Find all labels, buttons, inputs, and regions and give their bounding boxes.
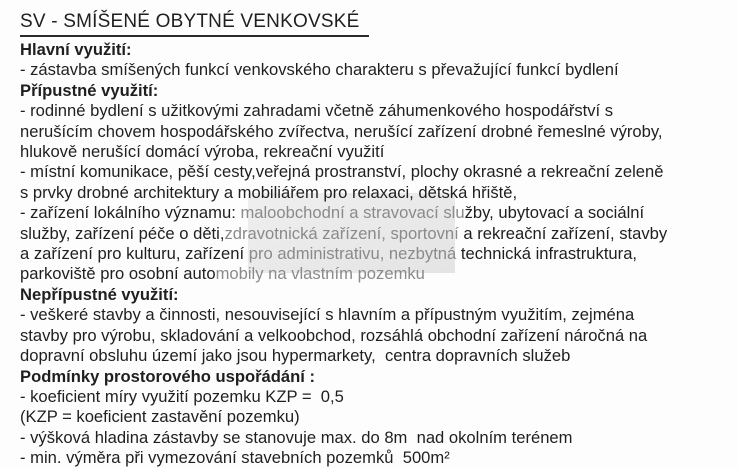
- text-segment: s prvky drobné architektury a mobiliářem pro relaxaci, dětská hřiště,: [20, 182, 518, 202]
- text-segment: a rekreační zařízení, stavby: [463, 223, 668, 243]
- text-segment-dimmed: mobily na vlastním pozemku: [215, 264, 425, 284]
- text-segment: - zástavba smíšených funkcí venkovského charakteru s převažující funkcí bydlení: [20, 60, 619, 80]
- text-line: [20, 285, 734, 305]
- text-segment: žby, ubytovací a sociální: [464, 203, 645, 223]
- text-segment: a zařízení pro kulturu, zařízení: [20, 244, 249, 264]
- text-segment: - rodinné bydlení s užitkovými zahradami včetně záhumenkového hospodářství s: [20, 101, 614, 121]
- text-line: [20, 264, 734, 284]
- text-line: [20, 326, 734, 346]
- document-title: SV - SMÍŠENÉ OBYTNÉ VENKOVSKÉ: [20, 10, 369, 37]
- text-segment: nerušícím chovem hospodářského zvířectva, nerušící zařízení drobné řemeslné výroby,: [20, 121, 663, 141]
- text-segment: (KZP = koeficient zastavění pozemku): [20, 407, 300, 427]
- text-segment: - koeficient míry využití pozemku KZP = 0,5: [20, 386, 344, 406]
- text-line: [20, 428, 734, 448]
- text-segment-dimmed: pro administrativu, nezbytná: [248, 244, 461, 264]
- text-segment: - min. výměra při vymezování stavebních pozemků 500m²: [20, 448, 450, 468]
- text-line: [20, 387, 734, 407]
- text-segment: - místní komunikace, pěší cesty,veřejná prostranství, plochy okrasné a rekreační zeleně: [20, 162, 664, 182]
- text-line: [20, 81, 734, 101]
- text-segment: - veškeré stavby a činnosti, nesouvisející s hlavním a přípustným využitím, zejména: [20, 305, 635, 325]
- text-line: [20, 162, 734, 182]
- document-body: [20, 40, 734, 468]
- text-line: [20, 224, 734, 244]
- text-segment: parkoviště pro osobní auto: [20, 264, 216, 284]
- text-segment: stavby pro výrobu, skladování a velkoobchod, rozsáhlá obchodní zařízení náročná na: [20, 325, 648, 345]
- text-segment: - výšková hladina zástavby se stanovuje max. do 8m nad okolním terénem: [20, 427, 573, 447]
- text-line: [20, 305, 734, 325]
- text-segment: hlukově nerušící domácí výroba, rekreační využití: [20, 142, 385, 162]
- text-line: [20, 367, 734, 387]
- text-segment: Přípustné využití:: [20, 80, 159, 100]
- text-segment-dimmed: zdravotnická zařízení, sportovní: [224, 223, 464, 243]
- text-line: [20, 142, 734, 162]
- text-line: [20, 122, 734, 142]
- text-line: [20, 448, 734, 468]
- text-segment: technická infrastruktura,: [460, 244, 638, 264]
- text-segment: Nepřípustné využití:: [20, 284, 179, 304]
- text-segment: - zařízení lokálního významu:: [20, 203, 241, 223]
- text-line: [20, 346, 734, 366]
- text-line: [20, 60, 734, 80]
- text-line: [20, 101, 734, 121]
- text-line: [20, 203, 734, 223]
- text-segment: dopravní obsluhu území jako jsou hypermarkety, centra dopravních služeb: [20, 346, 571, 366]
- text-segment: Hlavní využití:: [20, 40, 132, 59]
- text-line: [20, 40, 734, 60]
- text-segment: Podmínky prostorového uspořádání :: [20, 366, 316, 386]
- text-line: [20, 183, 734, 203]
- text-segment: služby, zařízení péče o děti,: [20, 223, 225, 243]
- text-line: [20, 407, 734, 427]
- text-segment-dimmed: maloobchodní a stravovací slu: [240, 203, 465, 223]
- text-line: [20, 244, 734, 264]
